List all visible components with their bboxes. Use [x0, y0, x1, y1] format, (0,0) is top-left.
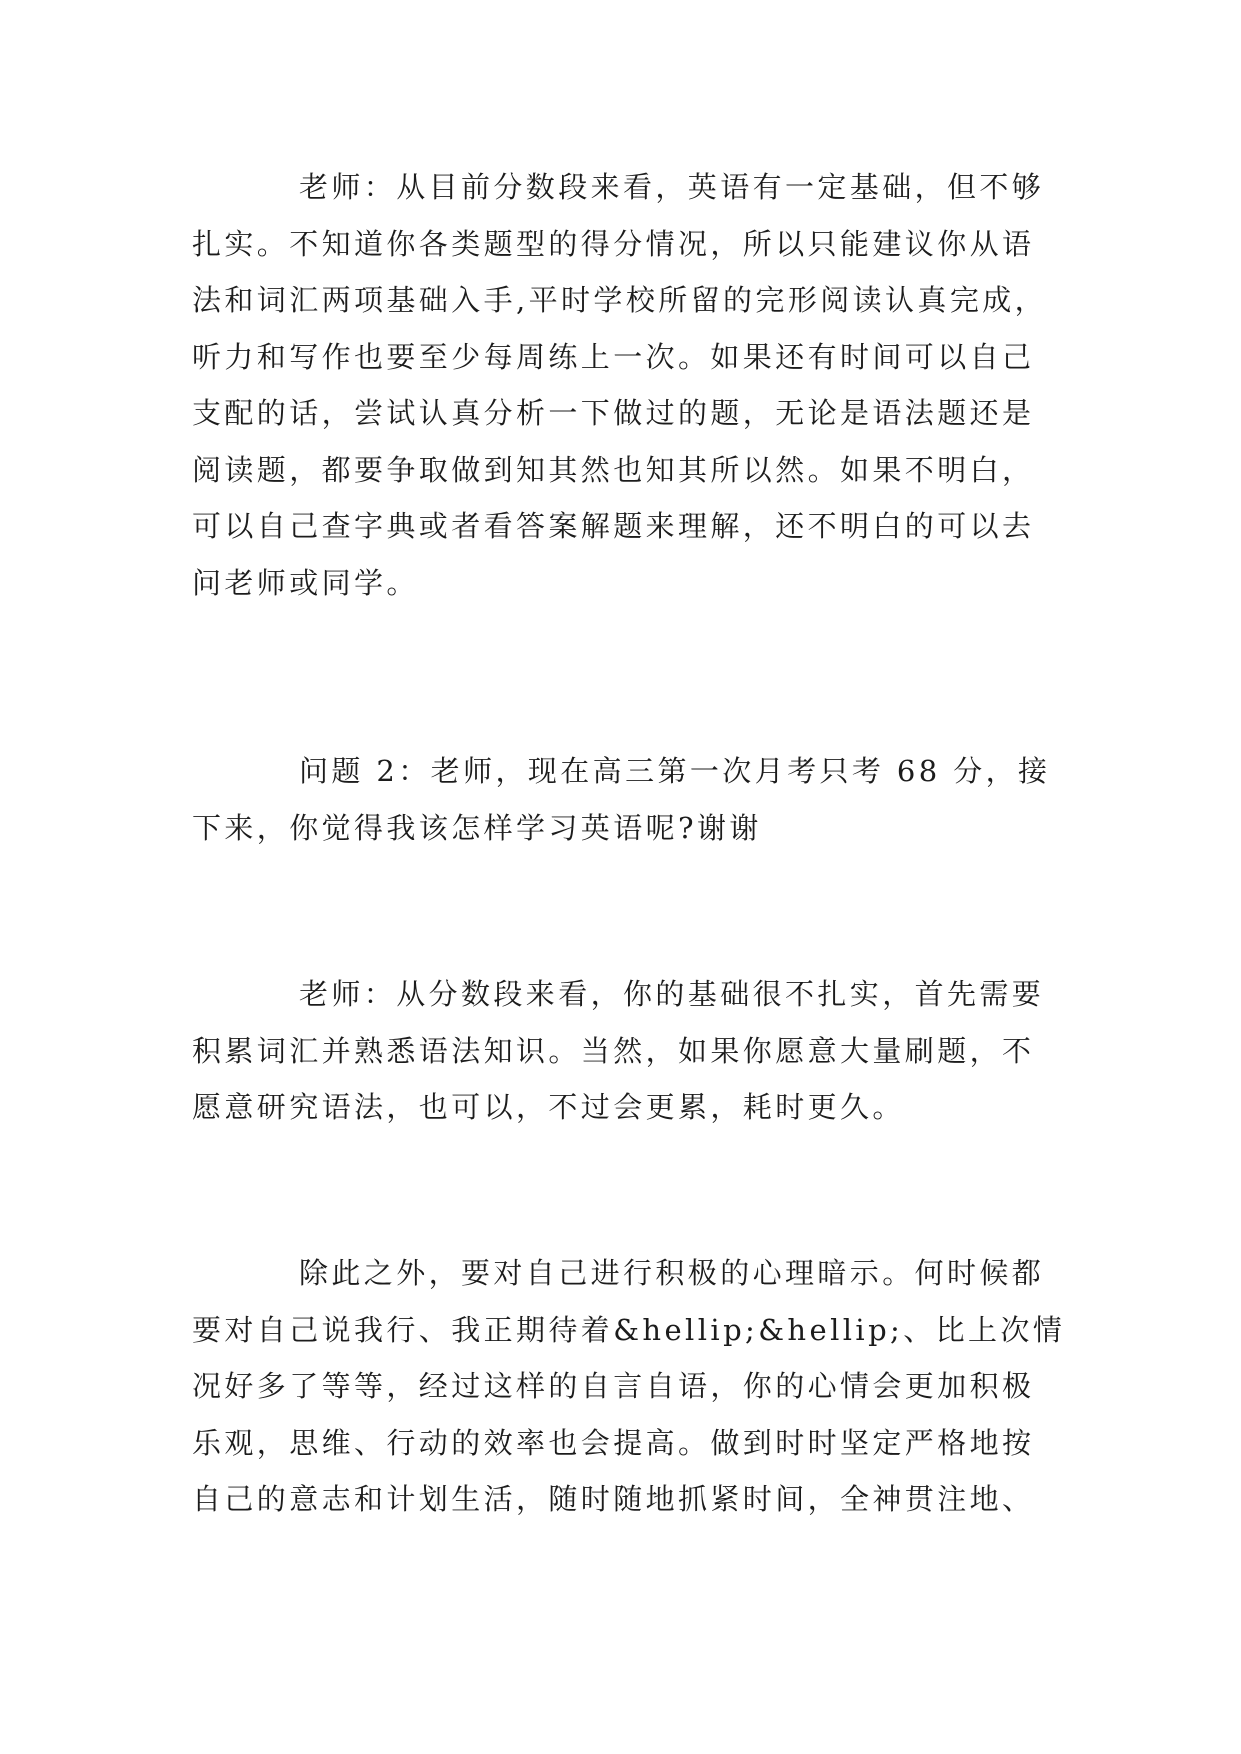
paragraph-teacher-answer-1 [192, 159, 1072, 611]
text-line: 自己的意志和计划生活，随时随地抓紧时间，全神贯注地、 [192, 1482, 1035, 1516]
text-line: 法和词汇两项基础入手,平时学校所留的完形阅读认真完成， [192, 283, 1048, 317]
text-line: 愿意研究语法，也可以，不过会更累，耗时更久。 [192, 1090, 905, 1124]
text-line: 老师：从目前分数段来看，英语有一定基础，但不够 [299, 170, 1045, 204]
text-line: 问老师或同学。 [192, 565, 419, 600]
text-line: 积累词汇并熟悉语法知识。当然，如果你愿意大量刷题，不 [192, 1033, 1035, 1068]
text-line: 要对自己说我行、我正期待着&hellip;&hellip;、比上次情 [192, 1312, 1066, 1347]
text-line: 支配的话，尝试认真分析一下做过的题，无论是语法题还是 [192, 396, 1035, 430]
paragraph-additional-advice [192, 1245, 1072, 1528]
text-line: 听力和写作也要至少每周练上一次。如果还有时间可以自己 [192, 339, 1035, 374]
text-line: 况好多了等等，经过这样的自言自语，你的心情会更加积极 [192, 1369, 1035, 1403]
text-line: 问题 2：老师，现在高三第一次月考只考 68 分，接 [299, 754, 1051, 788]
text-line: 老师：从分数段来看，你的基础很不扎实，首先需要 [299, 977, 1045, 1011]
paragraph-teacher-answer-2 [192, 966, 1072, 1136]
text-line: 乐观，思维、行动的效率也会提高。做到时时坚定严格地按 [192, 1425, 1035, 1460]
text-line: 下来，你觉得我该怎样学习英语呢?谢谢 [192, 810, 762, 845]
text-line: 扎实。不知道你各类题型的得分情况，所以只能建议你从语 [192, 226, 1035, 261]
text-line: 除此之外，要对自己进行积极的心理暗示。何时候都 [299, 1256, 1045, 1290]
text-line: 阅读题，都要争取做到知其然也知其所以然。如果不明白， [192, 452, 1035, 487]
paragraph-question-2 [192, 743, 1072, 856]
text-line: 可以自己查字典或者看答案解题来理解，还不明白的可以去 [192, 509, 1035, 543]
